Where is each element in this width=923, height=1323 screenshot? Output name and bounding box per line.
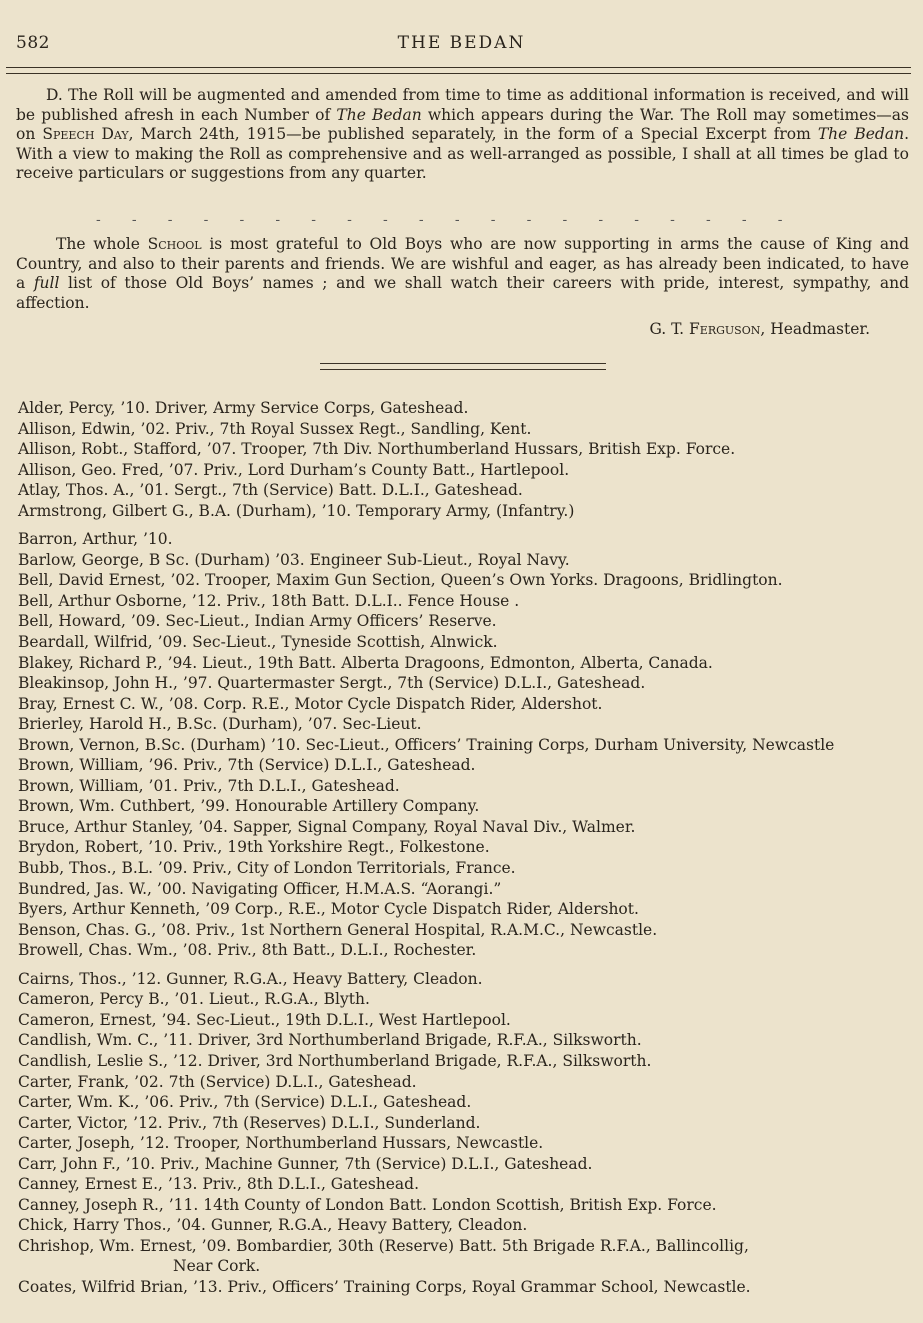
list-item: Beardall, Wilfrid, ’09. Sec-Lieut., Tyneside Scottish, Alnwick. (18, 633, 498, 652)
para2-text-a: The whole (56, 235, 148, 253)
list-item: Cameron, Percy B., ’01. Lieut., R.G.A., Blyth. (18, 990, 370, 1009)
list-item: Allison, Edwin, ’02. Priv., 7th Royal Sussex Regt., Sandling, Kent. (18, 419, 532, 438)
list-item: Brierley, Harold H., B.Sc. (Durham), ’07. Sec-Lieut. (18, 715, 422, 734)
list-item: Bubb, Thos., B.L. ’09. Priv., City of London Territorials, France. (18, 859, 516, 878)
list-item: Bleakinsop, John H., ’97. Quartermaster Sergt., 7th (Service) D.L.I., Gateshead. (18, 674, 646, 693)
list-item: Canney, Ernest E., ’13. Priv., 8th D.L.I., Gateshead. (18, 1175, 420, 1194)
list-item: Brown, William, ’96. Priv., 7th (Service) D.L.I., Gateshead. (18, 756, 476, 775)
list-item: Canney, Joseph R., ’11. 14th County of London Batt. London Scottish, British Exp. Force. (18, 1195, 717, 1214)
list-item: Blakey, Richard P., ’94. Lieut., 19th Batt. Alberta Dragoons, Edmonton, Alberta, Canada. (18, 653, 713, 672)
roll-group-b (18, 529, 918, 960)
intro-paragraph (16, 86, 909, 184)
list-item: Bell, Arthur Osborne, ’12. Priv., 18th Batt. D.L.I.. Fence House . (18, 591, 520, 610)
intro-italic-b: The Bedan (817, 125, 905, 143)
para2-text-b: is most grateful to Old Boys who are now supporting in arms the cause of King and Country, and also to their parents and friends. We are wishful and eager, as has already been indicated, to have a (16, 235, 910, 292)
running-title: THE BEDAN (397, 33, 526, 53)
list-item: Bruce, Arthur Stanley, ’04. Sapper, Signal Company, Royal Naval Div., Walmer. (18, 817, 636, 836)
list-item: Chick, Harry Thos., ’04. Gunner, R.G.A., Heavy Battery, Cleadon. (18, 1216, 528, 1235)
list-item: Chrishop, Wm. Ernest, ’09. Bombardier, 30th (Reserve) Batt. 5th Brigade R.F.A., Ballincollig, (18, 1236, 749, 1255)
list-item: Carter, Frank, ’02. 7th (Service) D.L.I., Gateshead. (18, 1072, 417, 1091)
list-item: Brown, Wm. Cuthbert, ’99. Honourable Artillery Company. (18, 797, 480, 816)
list-item: Atlay, Thos. A., ’01. Sergt., 7th (Service) Batt. D.L.I., Gateshead. (18, 481, 523, 500)
signature-initials: G. T. (649, 320, 690, 338)
page-number: 582 (16, 33, 50, 53)
list-item: Barlow, George, B Sc. (Durham) ’03. Engineer Sub-Lieut., Royal Navy. (18, 550, 570, 569)
roll-group-a (18, 398, 918, 521)
list-item: Cairns, Thos., ’12. Gunner, R.G.A., Heavy Battery, Cleadon. (18, 969, 483, 988)
list-item: Carter, Wm. K., ’06. Priv., 7th (Service) D.L.I., Gateshead. (18, 1093, 472, 1112)
list-item: Brydon, Robert, ’10. Priv., 19th Yorkshire Regt., Folkestone. (18, 838, 490, 857)
list-item: Armstrong, Gilbert G., B.A. (Durham), ’10. Temporary Army, (Infantry.) (18, 501, 575, 520)
list-item-continuation: Near Cork. (173, 1257, 261, 1276)
list-item: Allison, Geo. Fred, ’07. Priv., Lord Durham’s County Batt., Hartlepool. (18, 460, 570, 479)
list-item: Bundred, Jas. W., ’00. Navigating Officer, H.M.A.S. “Aorangi.” (18, 879, 502, 898)
list-item: Carter, Joseph, ’12. Trooper, Northumberland Hussars, Newcastle. (18, 1134, 544, 1153)
section-double-rule (320, 363, 606, 370)
list-item: Candlish, Leslie S., ’12. Driver, 3rd Northumberland Brigade, R.F.A., Silksworth. (18, 1051, 652, 1070)
list-item: Bell, Howard, ’09. Sec-Lieut., Indian Army Officers’ Reserve. (18, 612, 497, 631)
intro-text-d: . With a view to making the Roll as comprehensive and as well-arranged as possible, I shall at all times be glad to receive particulars or suggestions from any quarter. (16, 125, 909, 182)
list-item: Byers, Arthur Kenneth, ’09 Corp., R.E., Motor Cycle Dispatch Rider, Aldershot. (18, 900, 639, 919)
list-item: Bell, David Ernest, ’02. Trooper, Maxim Gun Section, Queen’s Own Yorks. Dragoons, Bridlington. (18, 571, 783, 590)
list-item: Carr, John F., ’10. Priv., Machine Gunner, 7th (Service) D.L.I., Gateshead. (18, 1154, 593, 1173)
para2-text-c: list of those Old Boys’ names ; and we shall watch their careers with pride, interest, sympathy, and affection. (16, 274, 909, 312)
intro-smallcaps: Speech Day (42, 125, 129, 143)
list-item: Candlish, Wm. C., ’11. Driver, 3rd Northumberland Brigade, R.F.A., Silksworth. (18, 1031, 642, 1050)
header-rule-bottom (6, 73, 911, 74)
header-rule-top (6, 67, 911, 68)
roll-group-c (18, 969, 918, 1298)
signature (0, 320, 870, 338)
group-gap (18, 961, 918, 969)
list-item: Coates, Wilfrid Brian, ’13. Priv., Officers’ Training Corps, Royal Grammar School, Newcastle. (18, 1277, 751, 1296)
intro-label: D. (46, 86, 63, 104)
list-item: Alder, Percy, ’10. Driver, Army Service Corps, Gateshead. (18, 399, 469, 417)
list-item: Browell, Chas. Wm., ’08. Priv., 8th Batt., D.L.I., Rochester. (18, 941, 477, 960)
list-item: Brown, William, ’01. Priv., 7th D.L.I., Gateshead. (18, 776, 400, 795)
intro-text-b: which appears during the War. The Roll may sometimes—as on (16, 105, 909, 143)
signature-surname: Ferguson (689, 320, 761, 338)
para2-smallcaps: School (147, 235, 202, 253)
para2-italic: full (33, 274, 60, 292)
intro-italic-a: The Bedan (336, 105, 422, 124)
list-item: Benson, Chas. G., ’08. Priv., 1st Northern General Hospital, R.A.M.C., Newcastle. (18, 920, 658, 939)
list-item: Barron, Arthur, ’10. (18, 530, 173, 549)
group-gap (18, 521, 918, 529)
list-item: Bray, Ernest C. W., ’08. Corp. R.E., Motor Cycle Dispatch Rider, Aldershot. (18, 694, 603, 713)
intro-text-c: , March 24th, 1915—be published separately, in the form of a Special Excerpt from (128, 125, 818, 143)
roll-of-honour-list (18, 398, 918, 1298)
list-item: Carter, Victor, ’12. Priv., 7th (Reserves) D.L.I., Sunderland. (18, 1113, 481, 1132)
intro-text-a: The Roll will be augmented and amended from time to time as additional information is received, and will be published afresh in each Number of (16, 86, 909, 124)
list-item: Allison, Robt., Stafford, ’07. Trooper, 7th Div. Northumberland Hussars, British Exp. Force. (18, 440, 736, 459)
signature-title: , Headmaster. (760, 320, 870, 338)
list-item: Brown, Vernon, B.Sc. (Durham) ’10. Sec-Lieut., Officers’ Training Corps, Durham University, Newcastle (18, 735, 835, 754)
list-item: Cameron, Ernest, ’94. Sec-Lieut., 19th D.L.I., West Hartlepool. (18, 1010, 511, 1029)
school-paragraph (16, 235, 909, 313)
dash-separator: - - - - - - - - - - - - - - - - - - - - (96, 212, 783, 228)
